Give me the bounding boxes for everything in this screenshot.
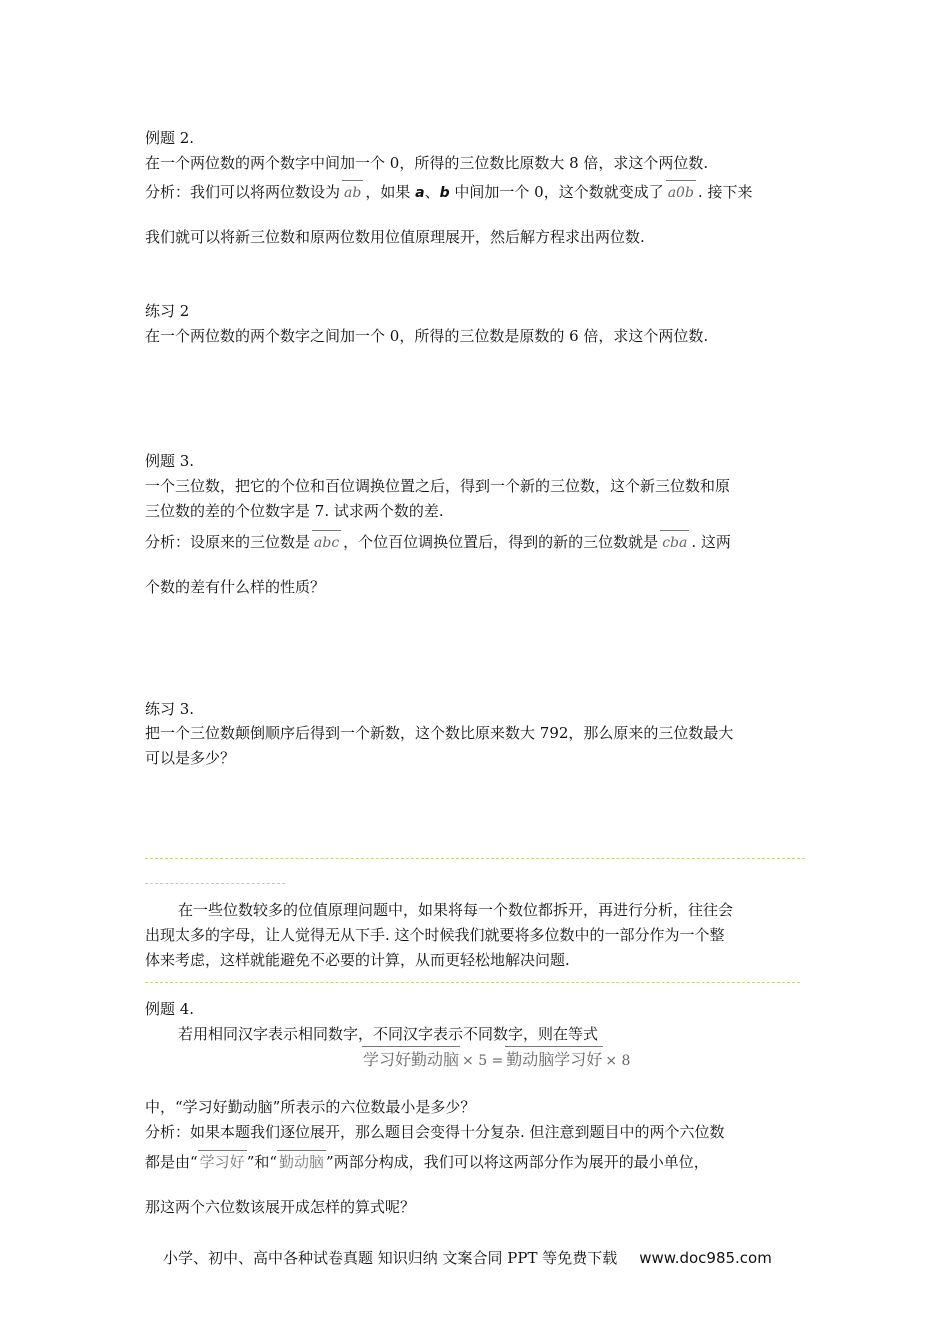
analysis-text: ，如果 (365, 183, 416, 201)
example-4-intro: 若用相同汉字表示相同数字，不同汉字表示不同数字，则在等式 (178, 1025, 599, 1043)
example-4-analysis-line3: 那这两个六位数该展开成怎样的算式呢？ (145, 1198, 416, 1216)
overlined-abc: abc (314, 535, 340, 551)
equation (362, 1047, 632, 1070)
var-b: b (439, 185, 450, 201)
analysis-text: 分析：我们可以将两位数设为 (145, 183, 341, 201)
analysis-text: ”和“ (246, 1153, 278, 1171)
dashed-divider-2 (145, 982, 800, 983)
example-2-title: 例题 2. (145, 129, 195, 147)
var-a: a (415, 185, 425, 201)
example-4-question: 中，“学习好勤动脑”所表示的六位数最小是多少？ (145, 1098, 476, 1116)
note-line3: 体来考虑，这样就能避免不必要的计算，从而更轻松地解决问题. (145, 951, 570, 969)
example-2-analysis-line2: 我们就可以将新三位数和原两位数用位值原理展开，然后解方程求出两位数. (145, 228, 645, 246)
practice-3-line2: 可以是多少？ (145, 749, 236, 767)
analysis-text: 中间加一个 0，这个数就变成了 (449, 183, 664, 201)
equation-right: 勤动脑学习好 (505, 1047, 603, 1070)
example-3-analysis (145, 532, 731, 553)
footer (163, 1247, 772, 1268)
overlined-part1: 学习好 (199, 1153, 245, 1171)
analysis-text: . 接下来 (697, 183, 753, 201)
overlined-part2: 勤动脑 (279, 1153, 325, 1171)
practice-3-title: 练习 3. (145, 700, 195, 718)
example-4-title: 例题 4. (145, 1000, 195, 1018)
example-3-analysis-line2: 个数的差有什么样的性质？ (145, 578, 326, 596)
footer-url[interactable]: www.doc985.com (639, 1249, 772, 1267)
dashed-divider-tail (145, 883, 285, 884)
overlined-cba: cba (662, 535, 688, 551)
analysis-text: 、 (424, 183, 440, 201)
equation-op-1: × 5 = (462, 1053, 504, 1069)
equation-left: 学习好勤动脑 (362, 1047, 460, 1070)
example-4-analysis-line2 (145, 1152, 709, 1172)
practice-2-problem: 在一个两位数的两个数字之间加一个 0，所得的三位数是原数的 6 倍，求这个两位数. (145, 327, 709, 345)
example-2-analysis (145, 182, 752, 203)
analysis-text: 分析：设原来的三位数是 (145, 533, 311, 551)
example-2-problem: 在一个两位数的两个数字中间加一个 0，所得的三位数比原数大 8 倍，求这个两位数. (145, 154, 709, 172)
footer-text: 小学、初中、高中各种试卷真题 知识归纳 文案合同 PPT 等免费下载 (163, 1249, 618, 1267)
analysis-text: . 这两 (691, 533, 731, 551)
dashed-divider (145, 858, 805, 859)
note-line1: 在一些位数较多的位值原理问题中，如果将每一个数位都拆开，再进行分析，往往会 (178, 901, 734, 919)
practice-3-line1: 把一个三位数颠倒顺序后得到一个新数，这个数比原来数大 792，那么原来的三位数最大 (145, 724, 734, 742)
example-3-line2: 三位数的差的个位数字是 7. 试求两个数的差. (145, 502, 444, 520)
analysis-text: ”两部分构成，我们可以将这两部分作为展开的最小单位， (326, 1153, 709, 1171)
practice-2-title: 练习 2 (145, 302, 190, 320)
example-3-title: 例题 3. (145, 452, 195, 470)
example-3-line1: 一个三位数，把它的个位和百位调换位置之后，得到一个新的三位数，这个新三位数和原 (145, 477, 731, 495)
example-4-analysis-line1: 分析：如果本题我们逐位展开，那么题目会变得十分复杂. 但注意到题目中的两个六位数 (145, 1123, 725, 1141)
overlined-ab: ab (344, 185, 362, 201)
note-line2: 出现太多的字母，让人觉得无从下手. 这个时候我们就要将多位数中的一部分作为一个整 (145, 926, 725, 944)
overlined-a0b: a0b (667, 185, 694, 201)
analysis-text: ，个位百位调换位置后，得到的新的三位数就是 (343, 533, 659, 551)
equation-op-2: × 8 (605, 1053, 631, 1069)
analysis-text: 都是由“ (145, 1153, 198, 1171)
